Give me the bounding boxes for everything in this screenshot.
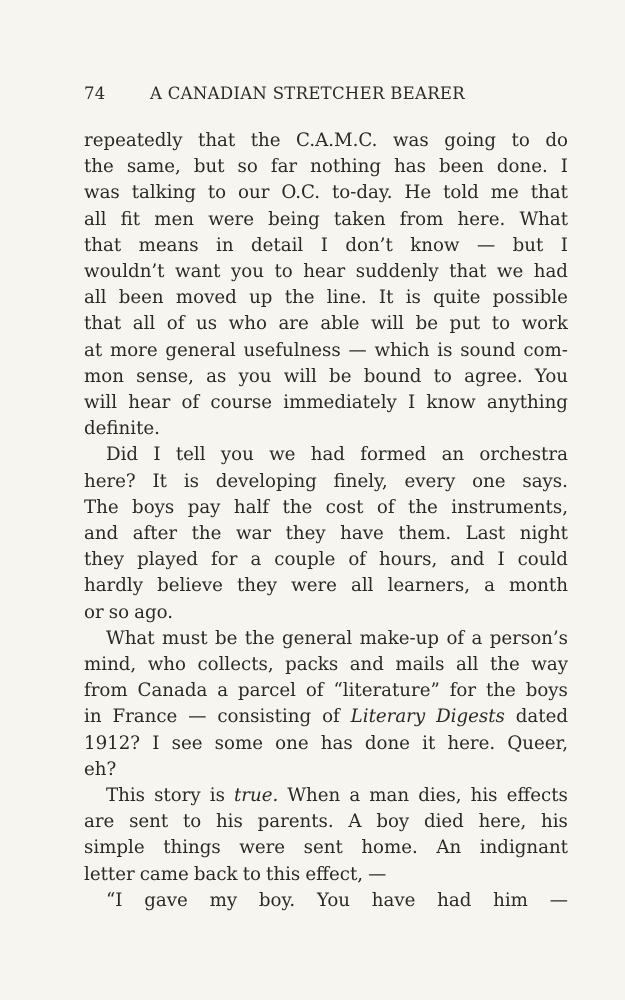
text-line: What must be the general make-up of a person’s bbox=[106, 627, 568, 649]
text-line: hardly believe they were all learners, a month bbox=[84, 575, 568, 597]
text-line: at more general usefulness — which is sound com- bbox=[84, 339, 568, 361]
text-line: simple things were sent home. An indignant bbox=[84, 837, 568, 859]
text-line: will hear of course immediately I know anything bbox=[84, 392, 568, 414]
text-line: 1912? I see some one has done it here. Queer, bbox=[84, 732, 568, 754]
text-line: that all of us who are able will be put to work bbox=[84, 313, 568, 335]
text-line: in France — consisting of Literary Digests dated bbox=[84, 706, 568, 728]
text-line: mind, who collects, packs and mails all the way bbox=[84, 654, 568, 676]
running-header bbox=[84, 84, 465, 103]
text-line: letter came back to this effect, — bbox=[84, 863, 387, 885]
text-line: they played for a couple of hours, and I could bbox=[84, 549, 568, 571]
text-line: was talking to our O.C. to-day. He told me that bbox=[84, 182, 568, 204]
text-line: definite. bbox=[84, 418, 160, 440]
text-line: “I gave my boy. You have had him — bbox=[106, 889, 568, 911]
text-line: and after the war they have them. Last night bbox=[84, 523, 568, 545]
text-line: from Canada a parcel of “literature” for the boys bbox=[84, 680, 568, 702]
page-number: 74 bbox=[84, 84, 106, 103]
body-text bbox=[84, 128, 568, 914]
text-line: here? It is developing finely, every one says. bbox=[84, 470, 568, 492]
text-line: wouldn’t want you to hear suddenly that we had bbox=[84, 261, 568, 283]
text-line: eh? bbox=[84, 758, 117, 780]
text-line: the same, but so far nothing has been done. I bbox=[84, 156, 568, 178]
text-line: mon sense, as you will be bound to agree. You bbox=[84, 365, 568, 387]
running-title: A CANADIAN STRETCHER BEARER bbox=[150, 84, 465, 103]
text-line: This story is true. When a man dies, his effects bbox=[106, 785, 568, 807]
text-line: The boys pay half the cost of the instruments, bbox=[84, 496, 568, 518]
text-line: that means in detail I don’t know — but I bbox=[84, 234, 568, 256]
text-line: Did I tell you we had formed an orchestra bbox=[106, 444, 568, 466]
text-line: or so ago. bbox=[84, 601, 174, 623]
text-line: repeatedly that the C.A.M.C. was going to do bbox=[84, 130, 568, 151]
text-line: all fit men were being taken from here. What bbox=[84, 208, 568, 230]
text-line: all been moved up the line. It is quite possible bbox=[84, 287, 568, 309]
text-line: are sent to his parents. A boy died here, his bbox=[84, 811, 568, 833]
